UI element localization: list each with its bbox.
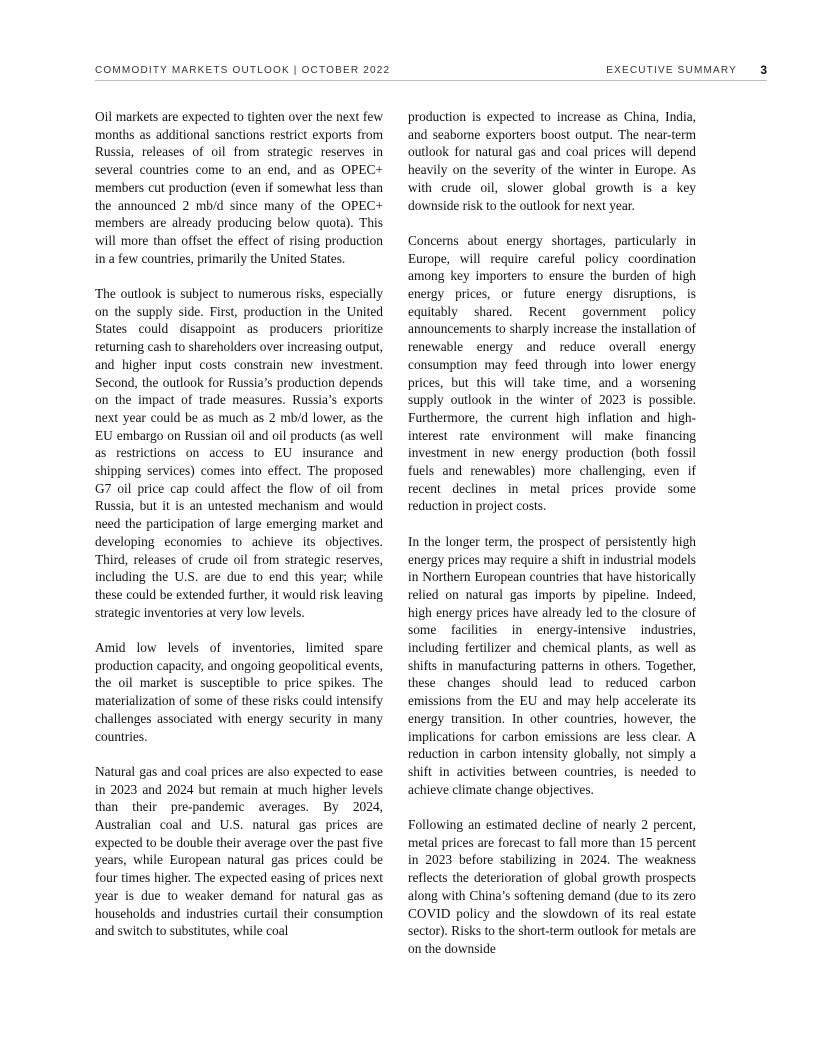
- paragraph-natural-gas-coal: Natural gas and coal prices are also expected to ease in 2023 and 2024 but remain at much higher levels than their pre-pandemic averages. By 2024, Australian coal and U.S. natural gas prices are expected to be double their average over the past five years, while European natural gas prices could be four times higher. The expected easing of prices next year is due to weaker demand for natural gas as households and industries curtail their consumption and switch to substitutes, while coal: [95, 763, 383, 939]
- paragraph-energy-shortages: Concerns about energy shortages, particularly in Europe, will require careful policy coordination among key importers to ensure the burden of high energy prices, or future energy disruptions, is equitably shared. Recent government policy announcements to sharply increase the installation of renewable energy and reduce overall energy consumption may feed through into lower energy prices, but this will take time, and a worsening supply outlook in the winter of 2023 is possible. Furthermore, the current high inflation and high-interest rate environment will make financing investment in new energy production (both fossil fuels and renewables) more challenging, even if recent declines in metal prices provide some reduction in project costs.: [408, 232, 696, 514]
- paragraph-oil-markets: Oil markets are expected to tighten over the next few months as additional sanctions restrict exports from Russia, releases of oil from strategic reserves in several countries come to an end, and as OPEC+ members cut production (even if somewhat less than the announced 2 mb/d since many of the OPEC+ members are already producing below quota). This will more than offset the effect of rising production in a few countries, primarily the United States.: [95, 109, 383, 266]
- report-title: COMMODITY MARKETS OUTLOOK | OCTOBER 2022: [95, 65, 391, 76]
- paragraph-longer-term: In the longer term, the prospect of persistently high energy prices may require a shift in industrial models in Northern European countries that have historically relied on natural gas imports by pipeline. Indeed, high energy prices have already led to the closure of some facilities in energy-intensive industries, including fertilizer and chemical plants, as well as shifts in manufacturing patterns in others. Together, these changes should lead to reduced carbon emissions from the EU and may help accelerate its energy transition. In other countries, however, the implications for carbon emissions are less clear. A reduction in carbon intensity globally, not simply a shift in activities between countries, is needed to achieve climate change objectives.: [408, 533, 696, 797]
- page-number: 3: [760, 63, 767, 77]
- left-column: [95, 108, 383, 958]
- paragraph-production-continued: production is expected to increase as China, India, and seaborne exporters boost output. The near-term outlook for natural gas and coal prices will depend heavily on the severity of the winter in Europe. As with crude oil, slower global growth is a key downside risk to the outlook for next year.: [408, 109, 696, 213]
- right-column: [408, 108, 696, 975]
- paragraph-metal-prices: Following an estimated decline of nearly 2 percent, metal prices are forecast to fall more than 15 percent in 2023 before stabilizing in 2024. The weakness reflects the deterioration of global growth prospects along with China’s softening demand (due to its zero COVID policy and the slowdown of its real estate sector). Risks to the short-term outlook for metals are on the downside: [408, 817, 696, 956]
- section-title: EXECUTIVE SUMMARY: [606, 65, 737, 76]
- paragraph-inventories: Amid low levels of inventories, limited spare production capacity, and ongoing geopolitical events, the oil market is susceptible to price spikes. The materialization of some of these risks could intensify challenges associated with energy security in many countries.: [95, 640, 383, 744]
- paragraph-outlook-risks: The outlook is subject to numerous risks, especially on the supply side. First, production in the United States could disappoint as producers prioritize returning cash to shareholders over increasing output, and higher input costs constrain new investment. Second, the outlook for Russia’s production depends on the impact of trade measures. Russia’s exports next year could be as much as 2 mb/d lower, as the EU embargo on Russian oil and oil products (as well as restrictions on access to EU insurance and shipping services) comes into effect. The proposed G7 oil price cap could affect the flow of oil from Russia, but it is an untested mechanism and would need the participation of large emerging market and developing economies to achieve its objectives. Third, releases of crude oil from strategic reserves, including the U.S. are due to end this year; while these could be extended further, it would risk leaving strategic inventories at very low levels.: [95, 286, 383, 620]
- header-divider: [95, 80, 767, 81]
- page-header: [95, 63, 767, 81]
